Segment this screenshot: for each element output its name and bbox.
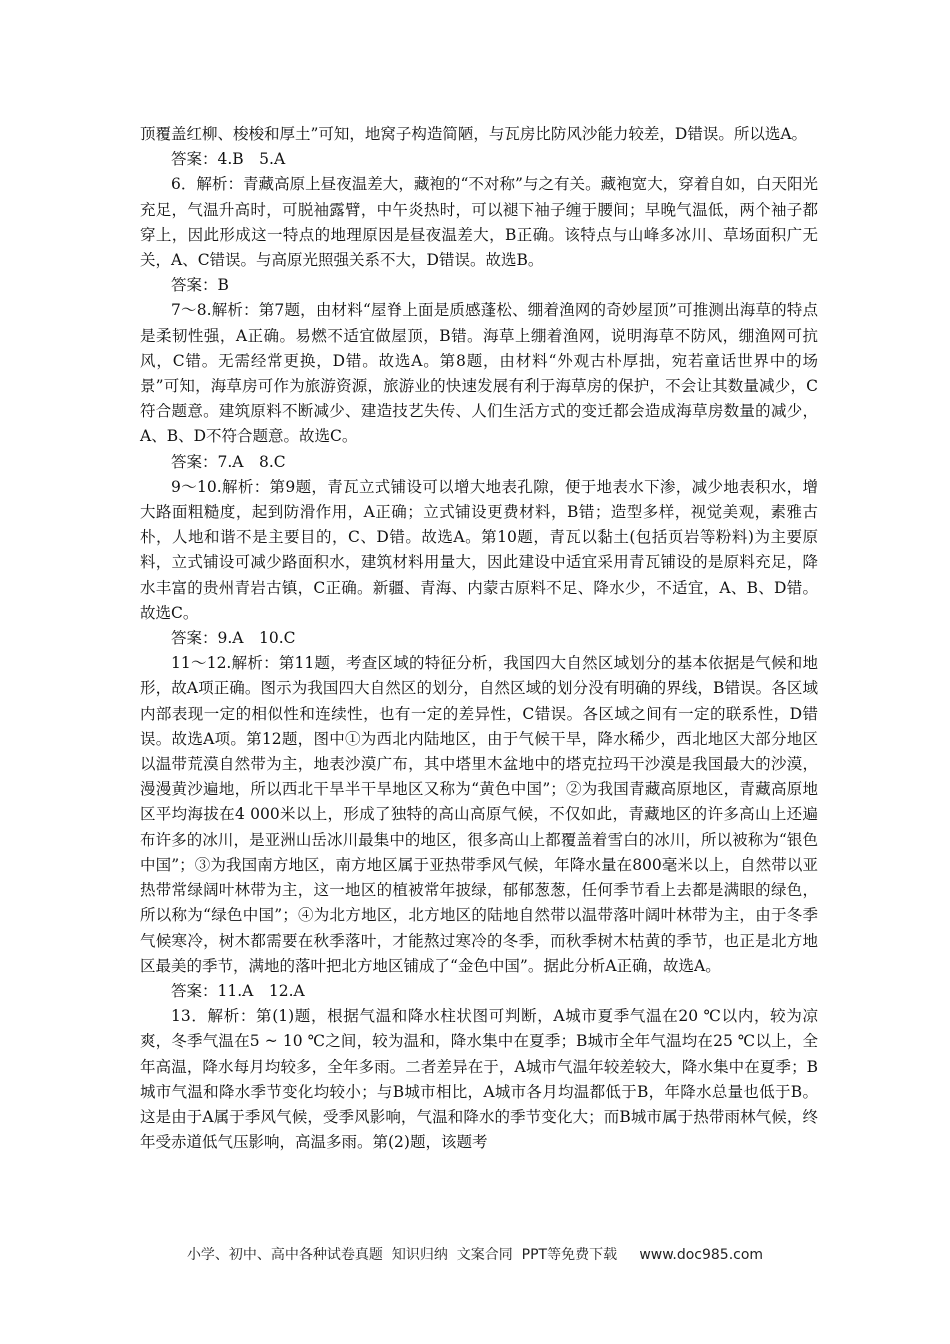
answer-line: 答案：9.A 10.C xyxy=(171,629,296,648)
document-body xyxy=(140,122,818,1155)
answer-line: 答案：4.B 5.A xyxy=(171,150,286,169)
page-footer: 小学、初中、高中各种试卷真题 知识归纳 文案合同 PPT等免费下载 www.doc985.com xyxy=(186,1247,764,1263)
answer-line: 答案：B xyxy=(171,276,229,295)
answer-line: 答案：7.A 8.C xyxy=(171,452,286,471)
explanation-paragraph: 11～12.解析：第11题，考查区域的特征分析，我国四大自然区域划分的基本依据是气候和地形，故A项正确。图示为我国四大自然区的划分，自然区域的划分没有明确的界线，B错误。各区域内部表现一定的相似性和连续性，也有一定的差异性，C错误。各区域之间有一定的联系性，D错误。故选A项。第12题，图中①为西北内陆地区，由于气候干旱，降水稀少，西北地区大部分地区以温带荒漠自然带为主，地表沙漠广布，其中塔里木盆地中的塔克拉玛干沙漠是我国最大的沙漠，漫漫黄沙遍地，所以西北干旱半干旱地区又称为“黄色中国”；②为我国青藏高原地区，青藏高原地区平均海拔在4 000米以上，形成了独特的高山高原气候，不仅如此，青藏地区的许多高山上还遍布许多的冰川，是亚洲山岳冰川最集中的地区，很多高山上都覆盖着雪白的冰川，所以被称为“银色中国”；③为我国南方地区，南方地区属于亚热带季风气候，年降水量在800毫米以上，自然带以亚热带常绿阔叶林带为主，这一地区的植被常年披绿，郁郁葱葱，任何季节看上去都是满眼的绿色，所以称为“绿色中国”；④为北方地区，北方地区的陆地自然带以温带落叶阔叶林带为主，由于冬季气候寒冷，树木都需要在秋季落叶，才能熬过寒冷的冬季，而秋季树木枯黄的季节，也正是北方地区最美的季节，满地的落叶把北方地区铺成了“金色中国”。据此分析A正确，故选A。 xyxy=(140,654,818,975)
paragraph-continuation: 顶覆盖红柳、梭梭和厚土”可知，地窝子构造简陋，与瓦房比防风沙能力较差，D错误。所以选A。 xyxy=(140,125,808,143)
explanation-paragraph: 6．解析：青藏高原上昼夜温差大，藏袍的“不对称”与之有关。藏袍宽大，穿着自如，白天阳光充足，气温升高时，可脱袖露臂，中午炎热时，可以褪下袖子缠于腰间；早晚气温低，两个袖子都穿上，因此形成这一特点的地理原因是昼夜温差大，B正确。该特点与山峰多冰川、草场面积广无关，A、C错误。与高原光照强关系不大，D错误。故选B。 xyxy=(140,175,818,270)
answer-line: 答案：11.A 12.A xyxy=(171,981,305,1000)
explanation-paragraph: 9～10.解析：第9题，青瓦立式铺设可以增大地表孔隙，便于地表水下渗，减少地表积水，增大路面粗糙度，起到防滑作用，A正确；立式铺设更费材料，B错；造型多样，视觉美观，素雅古朴，人地和谐不是主要目的，C、D错。故选A。第10题，青瓦以黏土(包括页岩等粉料)为主要原料，立式铺设可减少路面积水，建筑材料用量大，因此建设中适宜采用青瓦铺设的是原料充足，降水丰富的贵州青岩古镇，C正确。新疆、青海、内蒙古原料不足、降水少，不适宜，A、B、D错。故选C。 xyxy=(140,477,818,622)
explanation-paragraph: 7～8.解析：第7题，由材料“屋脊上面是质感蓬松、绷着渔网的奇妙屋顶”可推测出海草的特点是柔韧性强，A正确。易燃不适宜做屋顶，B错。海草上绷着渔网，说明海草不防风，绷渔网可抗风，C错。无需经常更换，D错。故选A。第8题，由材料“外观古朴厚拙，宛若童话世界中的场景”可知，海草房可作为旅游资源，旅游业的快速发展有利于海草房的保护，不会让其数量减少，C符合题意。建筑原料不断减少、建造技艺失传、人们生活方式的变迁都会造成海草房数量的减少，A、B、D不符合题意。故选C。 xyxy=(140,301,818,446)
explanation-paragraph: 13．解析：第(1)题，根据气温和降水柱状图可判断，A城市夏季气温在20 ℃以内，较为凉爽，冬季气温在5 ~ 10 ℃之间，较为温和，降水集中在夏季；B城市全年气温均在25 ℃以上，全年高温，降水每月均较多，全年多雨。二者差异在于，A城市气温年较差较大，降水集中在夏季；B城市气温和降水季节变化均较小；与B城市相比，A城市各月均温都低于B，年降水总量也低于B。这是由于A属于季风气候，受季风影响，气温和降水的季节变化大；而B城市属于热带雨林气候，终年受赤道低气压影响，高温多雨。第(2)题，该题考 xyxy=(140,1007,818,1152)
